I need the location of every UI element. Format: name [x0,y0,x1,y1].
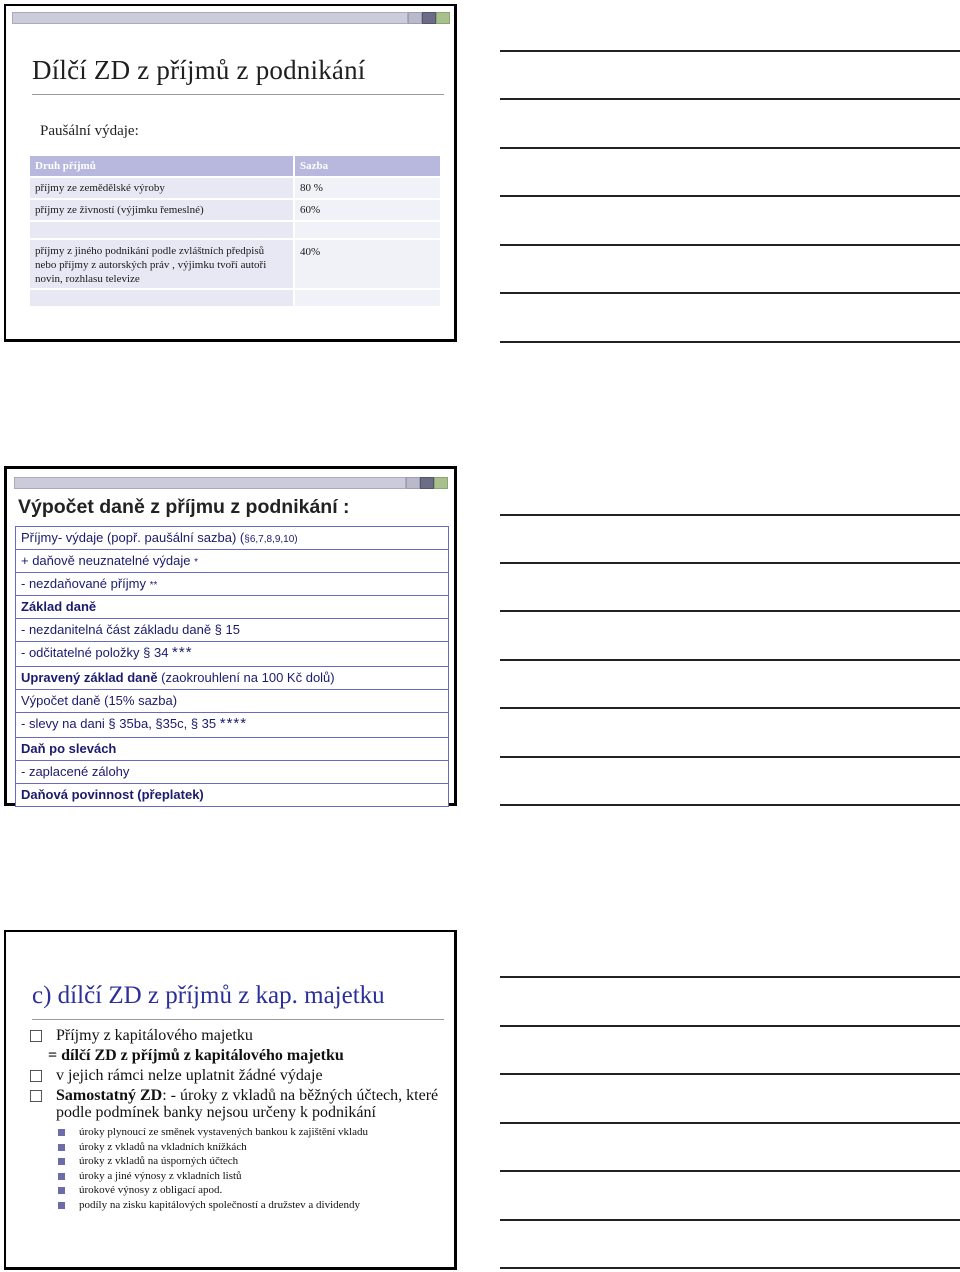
slide-2 [4,466,457,806]
square-bullet-icon [30,1090,42,1102]
flat-rate-table [30,156,440,308]
slide-1-subtitle: Paušální výdaje: [40,123,139,139]
slide-1 [4,4,457,342]
square-bullet-icon [58,1187,65,1194]
slide-3-body [28,1024,448,1212]
list-item: - odčitatelné položky § 34 *** [15,642,449,667]
slide-3 [4,930,457,1270]
slide-decoration [12,10,450,26]
title-divider [32,94,444,95]
bullet-item: Příjmy z kapitálového majetku [28,1027,448,1044]
title-divider [32,1019,444,1020]
list-item: úroky a jiné výnosy z vkladních listů [58,1169,448,1184]
table-header-row [30,156,440,178]
bullet-item: Samostatný ZD: - úroky z vkladů na běžných účtech, které podle podmínek banky nejsou určeny k podnikání [28,1087,448,1121]
list-item: úroky plynoucí ze směnek vystavených bankou k zajištění vkladu [58,1125,448,1140]
table-cell: příjmy z jiného podnikání podle zvláštních předpisů nebo příjmy z autorských práv , výjimku tvoří autoři novin, rozhlasu televize [30,240,293,288]
table-cell: 60% [293,200,440,220]
slide-decoration [14,475,448,491]
list-item: - zaplacené zálohy [15,761,449,784]
list-item: úroky z vkladů na úsporných účtech [58,1154,448,1169]
table-row [30,178,440,200]
list-item: Výpočet daně (15% sazba) [15,690,449,713]
list-item: podíly na zisku kapitálových společností a družstev a dividendy [58,1198,448,1213]
list-item: - nezdaňované příjmy ** [15,573,449,596]
slide-1-title: Dílčí ZD z příjmů z podnikání [32,55,366,85]
square-bullet-icon [58,1144,65,1151]
list-item: úrokové výnosy z obligací apod. [58,1183,448,1198]
sub-bullet-list [58,1125,448,1212]
table-cell: příjmy ze živností (výjimku řemeslné) [30,200,293,220]
slide-2-title: Výpočet daně z příjmu z podnikání : [18,496,350,518]
list-item: Upravený základ daně (zaokrouhlení na 100 Kč dolů) [15,667,449,690]
table-row [30,200,440,222]
list-item: + daňově neuznatelné výdaje * [15,550,449,573]
square-bullet-icon [58,1158,65,1165]
header-income-type: Druh příjmů [30,156,293,176]
list-item: Základ daně [15,596,449,619]
bullet-item: v jejich rámci nelze uplatnit žádné výdaje [28,1067,448,1084]
square-bullet-icon [30,1030,42,1042]
list-item: - nezdanitelná část základu daně § 15 [15,619,449,642]
list-item: Daňová povinnost (přeplatek) [15,784,449,807]
table-cell: 40% [293,240,440,288]
table-row [30,240,440,290]
list-item: úroky z vkladů na vkladních knížkách [58,1140,448,1155]
square-bullet-icon [58,1129,65,1136]
table-row-empty [30,222,440,240]
list-item: Příjmy- výdaje (popř. paušální sazba) (§6,7,8,9,10) [15,527,449,550]
bullet-continuation: = dílčí ZD z příjmů z kapitálového majetku [48,1047,344,1064]
list-item: Daň po slevách [15,738,449,761]
table-cell: příjmy ze zemědělské výroby [30,178,293,198]
tax-calculation-list [15,526,449,807]
list-item: - slevy na dani § 35ba, §35c, § 35 **** [15,713,449,738]
square-bullet-icon [30,1070,42,1082]
square-bullet-icon [58,1173,65,1180]
table-row-empty [30,290,440,308]
table-cell: 80 % [293,178,440,198]
slide-3-title: c) dílčí ZD z příjmů z kap. majetku [32,982,385,1009]
square-bullet-icon [58,1202,65,1209]
header-rate: Sazba [293,156,440,176]
